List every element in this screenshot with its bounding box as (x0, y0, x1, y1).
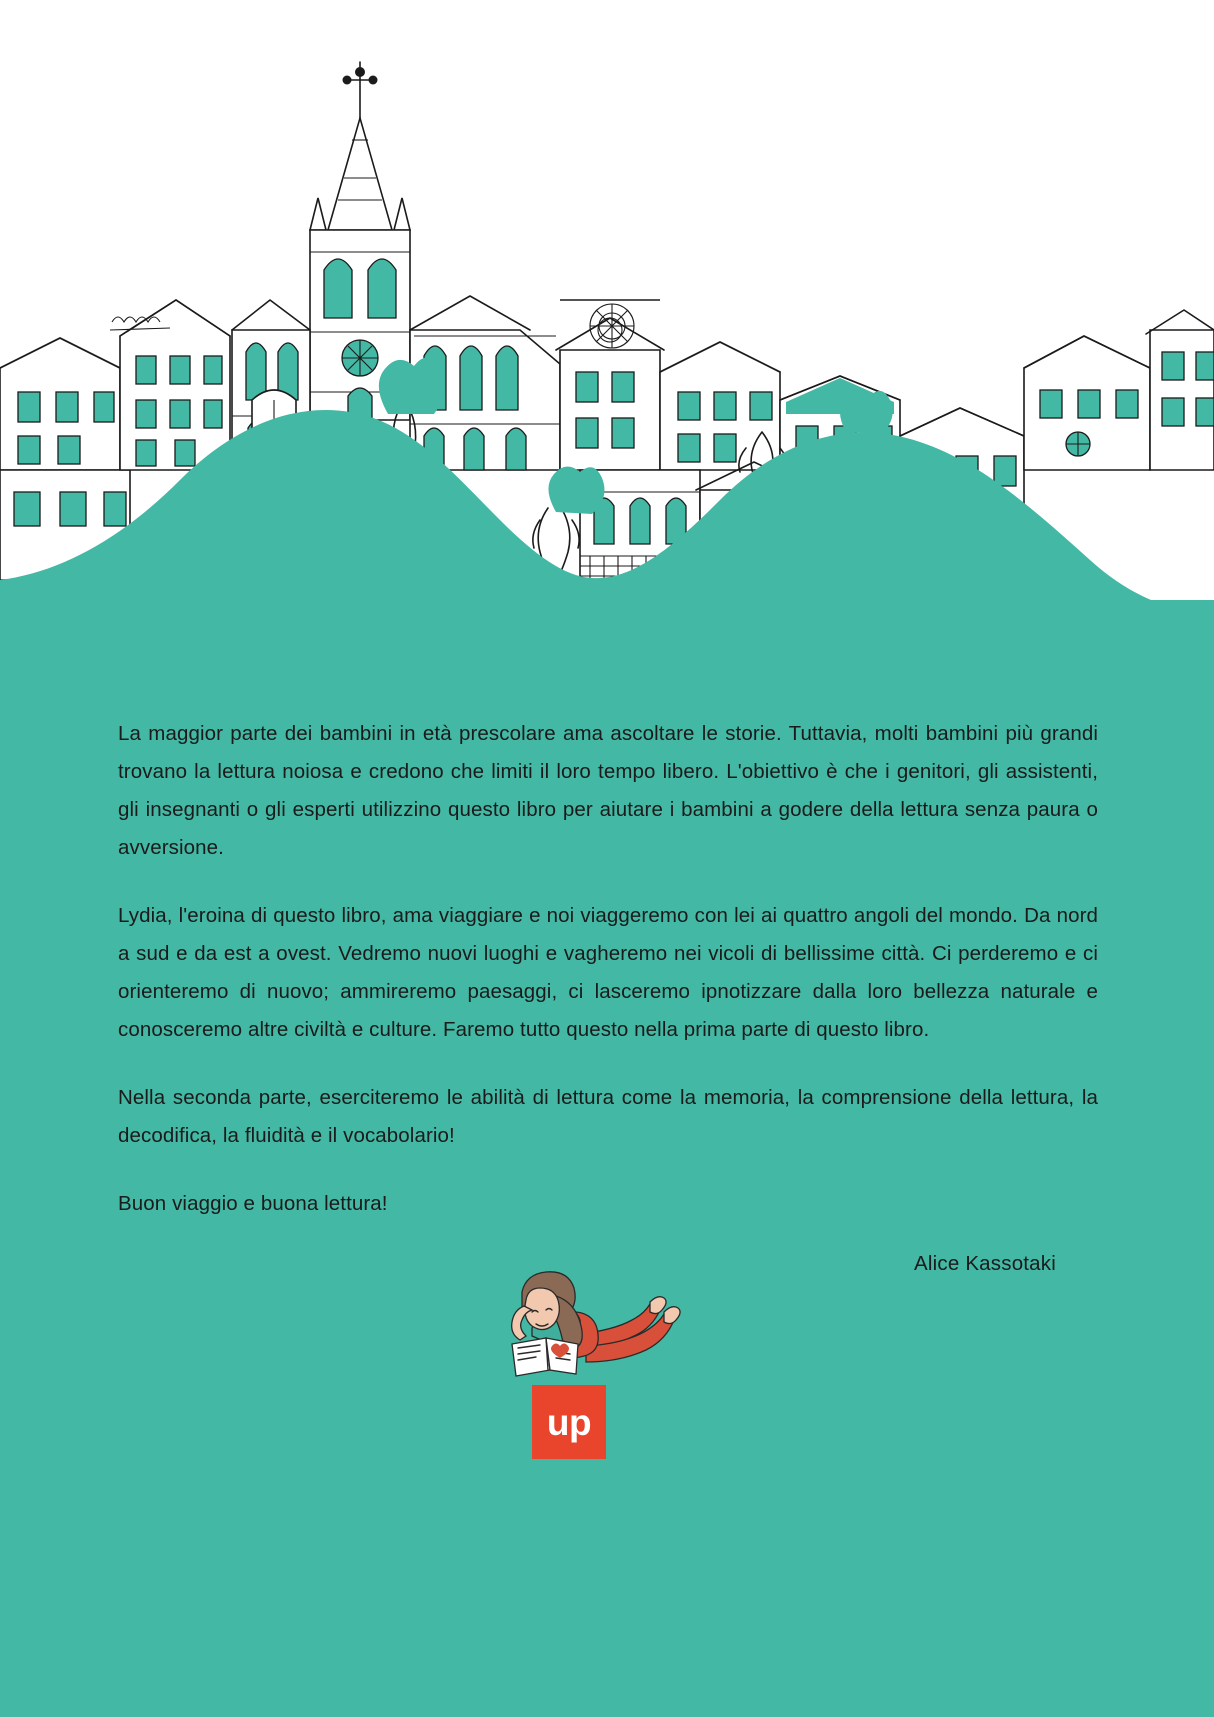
girl-reading-book-illustration (460, 1262, 690, 1392)
introduction-text (118, 715, 1098, 1223)
town-skyline-illustration (0, 0, 1214, 660)
paragraph-3: Nella seconda parte, eserciteremo le abilità di lettura come la memoria, la comprensione della lettura, la decodifica, la fluidità e il vocabolario! (118, 1086, 1098, 1147)
author-signature: Alice Kassotaki (913, 1252, 1056, 1275)
paragraph-1: La maggior parte dei bambini in età prescolare ama ascoltare le storie. Tuttavia, molti bambini più grandi trovano la lettura noiosa e credono che limiti il loro tempo libero. L'obiettivo è che i genitori, gli assistenti, gli insegnanti o gli esperti utilizzino questo libro per aiutare i bambini a godere della lettura senza paura o avversione. (118, 722, 1098, 859)
publisher-logo (532, 1385, 606, 1459)
publisher-logo-text: up (546, 1401, 592, 1443)
paragraph-4: Buon viaggio e buona lettura! (118, 1192, 388, 1215)
paragraph-2: Lydia, l'eroina di questo libro, ama viaggiare e noi viaggeremo con lei ai quattro angoli del mondo. Da nord a sud e da est a ovest. Vedremo nuovi luoghi e vagheremo nei vicoli di bellissime città. Ci perderemo e ci orienteremo di nuovo; ammireremo paesaggi, ci lasceremo ipnotizzare dalla loro bellezza naturale e conosceremo altre civiltà e culture. Faremo tutto questo nella prima parte di questo libro. (118, 904, 1098, 1041)
